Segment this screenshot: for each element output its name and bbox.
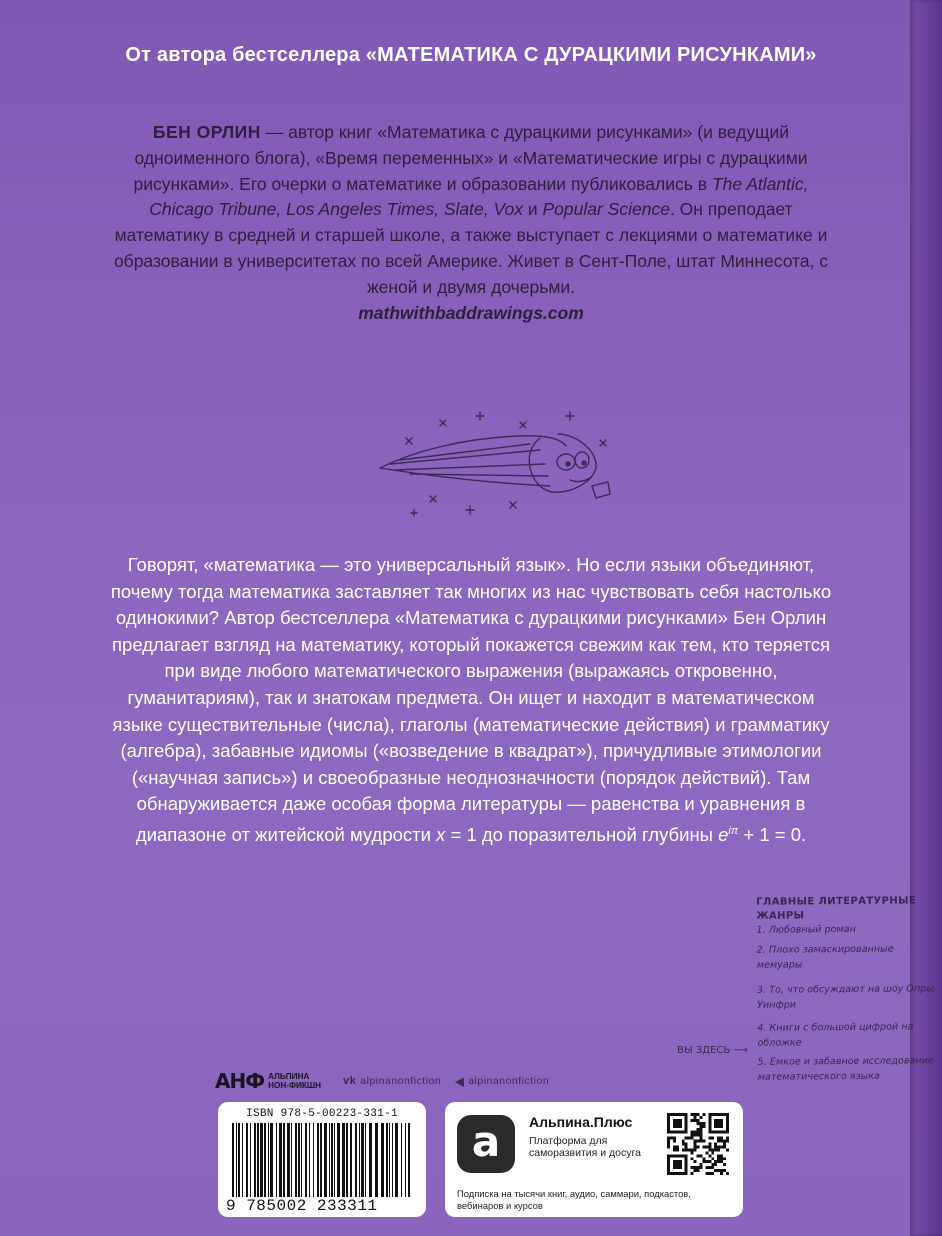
flying-eraser-drawing bbox=[370, 398, 630, 528]
barcode-digits: 9 785002 233311 bbox=[226, 1197, 378, 1215]
telegram-icon: ◀ bbox=[455, 1075, 465, 1088]
publisher-logo bbox=[215, 1069, 321, 1093]
description-mid: = 1 до поразительной глубины bbox=[445, 824, 719, 846]
logo-line-2: НОН-ФИКШН bbox=[268, 1081, 321, 1090]
logo-line-1: АЛЬПИНА bbox=[268, 1072, 310, 1081]
qr-code[interactable] bbox=[667, 1113, 729, 1175]
top-title: От автора бестселлера «МАТЕМАТИКА С ДУРАЦКИМИ РИСУНКАМИ» bbox=[125, 44, 817, 66]
author-website[interactable]: mathwithbaddrawings.com bbox=[358, 302, 584, 323]
author-name: БЕН ОРЛИН bbox=[152, 122, 261, 142]
genre-item: 1. Любовный роман bbox=[756, 924, 856, 937]
bio-text-2: . Он преподает математику в средней и старшей школе, а также выступает с лекциями о математике и образовании в университетах по всей Америке. Живет в Сент-Поле, штат Миннесота, с женой и двумя дочерьми. bbox=[113, 199, 829, 297]
isbn-barcode bbox=[218, 1102, 426, 1217]
alpina-plus-name: Альпина.Плюс bbox=[529, 1114, 633, 1130]
alpina-plus-badge bbox=[445, 1102, 743, 1217]
author-bio bbox=[110, 120, 832, 326]
genre-item: 2. Плохо замаскированные мемуары bbox=[756, 944, 894, 971]
publisher-row bbox=[215, 1066, 665, 1096]
genre-item: 3. То, что обсуждают на шоу Опры Уинфри bbox=[756, 983, 934, 1011]
description-exponent: iπ bbox=[728, 824, 739, 837]
book-description bbox=[108, 552, 834, 849]
bio-publications: The Atlantic, Chicago Tribune, Los Angeles Times, Slate, Vox bbox=[149, 173, 809, 220]
telegram-link[interactable] bbox=[455, 1075, 549, 1088]
vk-icon: vk bbox=[343, 1075, 357, 1087]
vk-handle: alpinanonfiction bbox=[360, 1075, 442, 1087]
vk-link[interactable] bbox=[343, 1075, 441, 1087]
description-e: e bbox=[718, 824, 729, 846]
handwritten-genre-list bbox=[756, 894, 942, 1084]
publisher-logo-text bbox=[268, 1072, 321, 1090]
genre-list-title: ГЛАВНЫЕ ЛИТЕРАТУРНЫЕ ЖАНРЫ bbox=[756, 895, 917, 923]
description-end: + 1 = 0. bbox=[738, 824, 807, 846]
genre-item: 4. Книги с большой цифрой на обложке bbox=[757, 1021, 914, 1049]
telegram-handle: alpinanonfiction bbox=[468, 1075, 550, 1087]
description-text: Говорят, «математика — это универсальный язык». Но если языки объединяют, почему тогда математика заставляет так многих из нас чувствовать себя настолько одинокими? Автор бестселлера «Математика с дурацкими рисунками» Бен Орлин предлагает взгляд на математику, который покажется свежим как тем, кто теряется при виде любого математического выражения (выражаясь откровенно, гуманитариям), так и знатокам предмета. Он ищет и находит в математическом языке существительные (числа), глаголы (математические действия) и грамматику (алгебра), забавные идиомы («возведение в квадрат»), причудливые этимологии («научная запись») и своеобразные неоднозначности (порядок действий). Там обнаруживается даже особая форма литературы — равенства и уравнения в диапазоне от житейской мудрости bbox=[110, 554, 832, 846]
you-are-here-text: ВЫ ЗДЕСЬ bbox=[677, 1045, 731, 1056]
alpina-plus-tagline: Платформа для саморазвития и досуга bbox=[529, 1135, 641, 1159]
arrow-right-icon: ⟶ bbox=[733, 1045, 748, 1056]
publisher-logo-letters: АНФ bbox=[215, 1069, 265, 1093]
isbn-text: ISBN 978-5-00223-331-1 bbox=[246, 1108, 398, 1120]
alpina-plus-app-icon: a bbox=[457, 1115, 515, 1173]
genre-item: 5. Емкое и забавное исследование математического языка bbox=[757, 1055, 934, 1083]
bio-publication-last: Popular Science bbox=[542, 199, 670, 220]
alpina-plus-footer: Подписка на тысячи книг, аудио, саммари, подкастов, вебинаров и курсов bbox=[457, 1188, 691, 1211]
you-are-here-label bbox=[677, 1045, 748, 1056]
description-x: x bbox=[436, 824, 446, 846]
bio-and: и bbox=[522, 199, 543, 220]
barcode-bars bbox=[232, 1123, 414, 1197]
bio-text-1: — автор книг «Математика с дурацкими рисунками» (и ведущий одноименного блога), «Время переменных» и «Математические игры с дурацкими рисунками». Его очерки о математике и образовании публиковались в bbox=[133, 122, 808, 194]
